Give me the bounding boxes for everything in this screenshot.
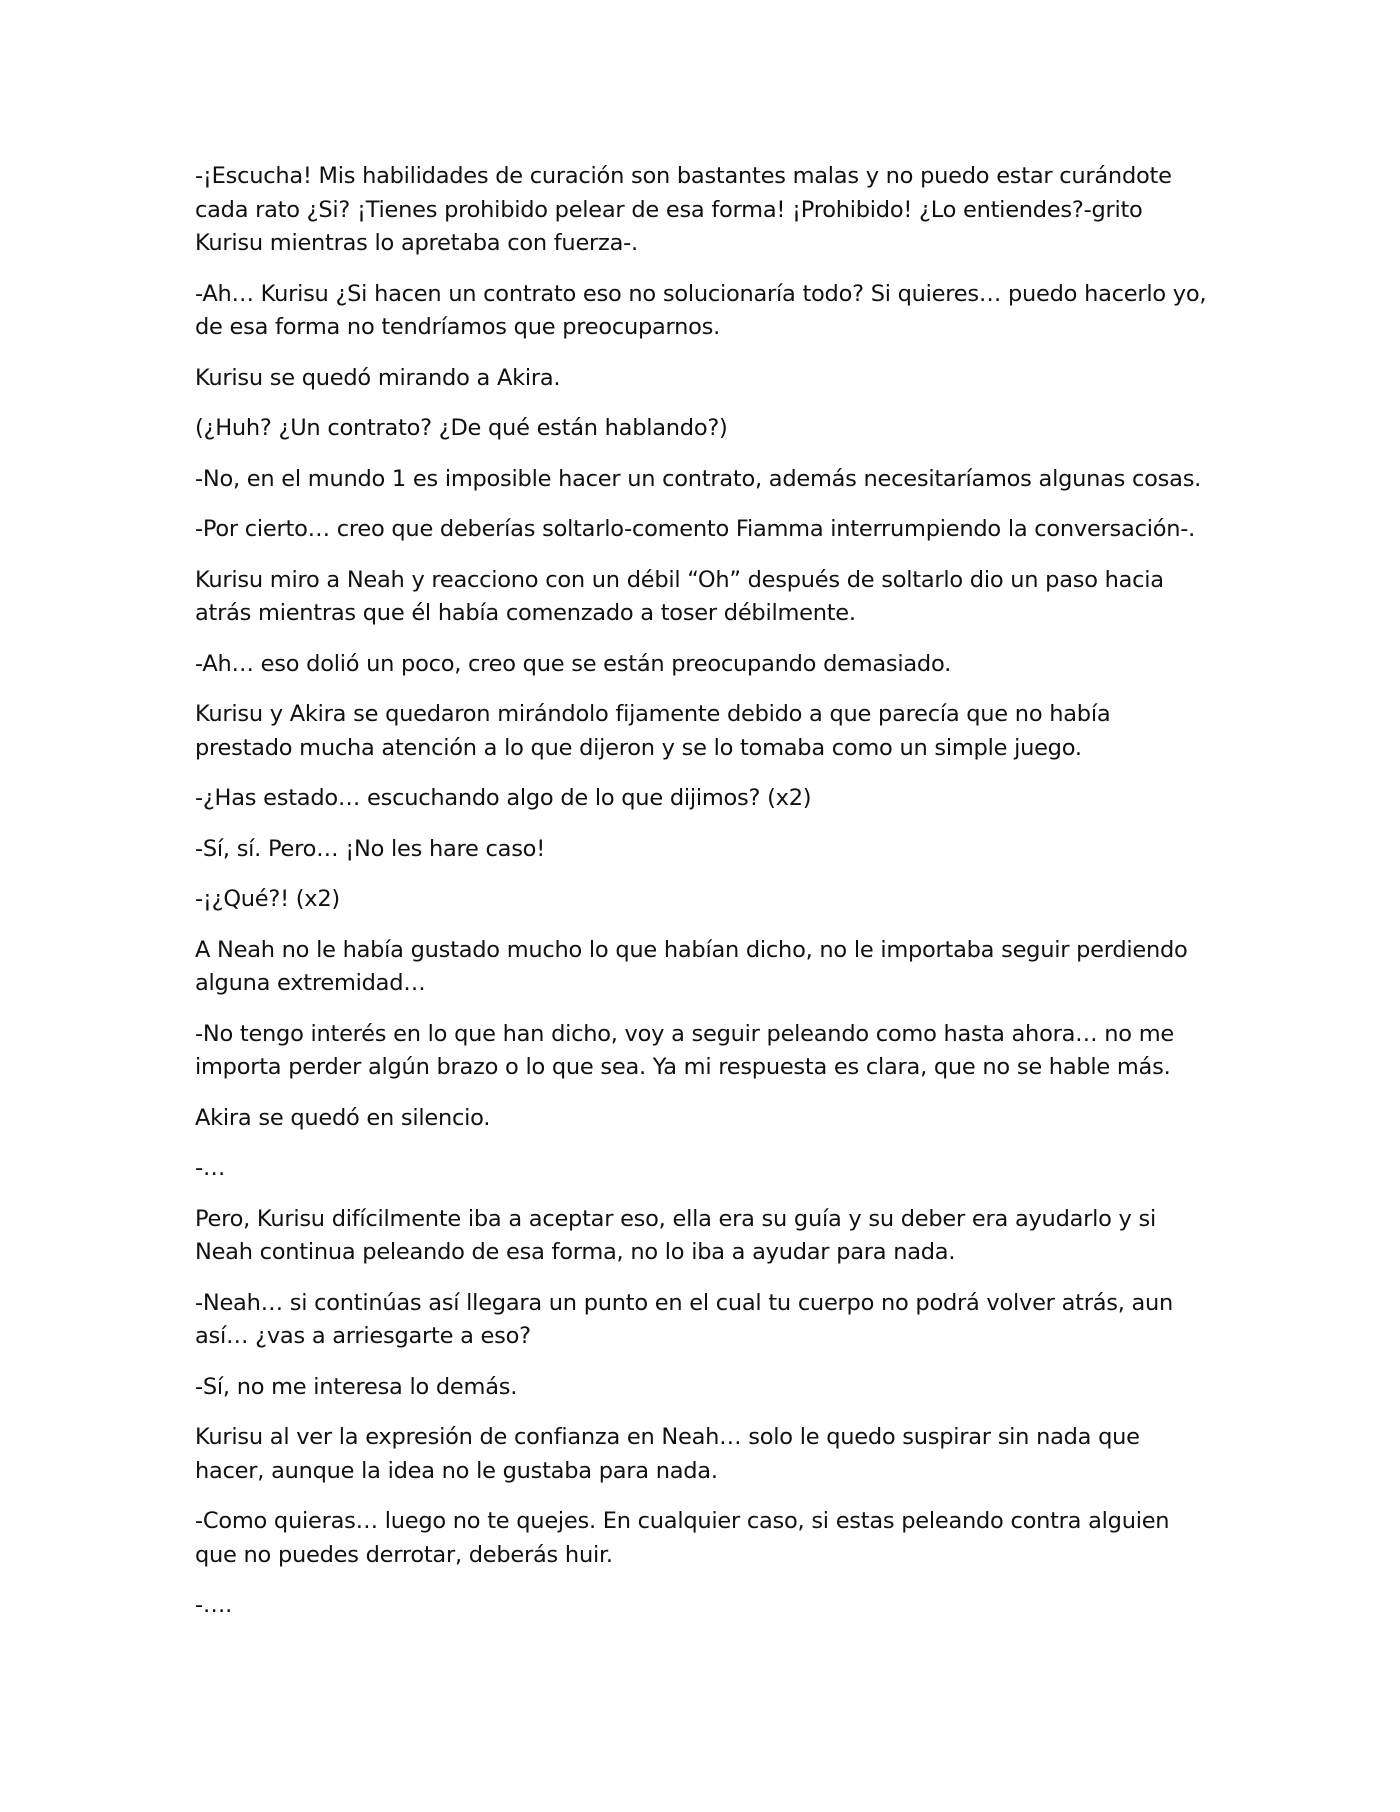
paragraph: -…	[195, 1155, 226, 1181]
paragraph: -Neah… si continúas así llegara un punto en el cual tu cuerpo no podrá volver atrás, aun así… ¿vas a arriesgarte a eso?	[195, 1289, 1174, 1349]
paragraph: -Como quieras… luego no te quejes. En cualquier caso, si estas peleando contra alguien que no puedes derrotar, deberás huir.	[195, 1508, 1170, 1568]
paragraph: -Ah… eso dolió un poco, creo que se están preocupando demasiado.	[195, 650, 951, 677]
document-body	[195, 160, 1210, 1640]
paragraph: -Sí, no me interesa lo demás.	[195, 1373, 518, 1400]
paragraph: Akira se quedó en silencio.	[195, 1104, 491, 1131]
paragraph: Kurisu al ver la expresión de confianza en Neah… solo le quedo suspirar sin nada que hacer, aunque la idea no le gustaba para nada.	[195, 1424, 1140, 1484]
paragraph: -¡¿Qué?! (x2)	[195, 886, 340, 912]
paragraph: (¿Huh? ¿Un contrato? ¿De qué están hablando?)	[195, 415, 728, 441]
paragraph: -¡Escucha! Mis habilidades de curación son bastantes malas y no puedo estar curándote cada rato ¿Si? ¡Tienes prohibido pelear de esa forma! ¡Prohibido! ¿Lo entiendes?-grito Kurisu mientras lo apretaba con fuerza-.	[195, 163, 1172, 256]
paragraph: -….	[195, 1592, 233, 1618]
paragraph: Kurisu se quedó mirando a Akira.	[195, 364, 561, 391]
paragraph: A Neah no le había gustado mucho lo que habían dicho, no le importaba seguir perdiendo alguna extremidad…	[195, 936, 1188, 996]
paragraph: -Ah… Kurisu ¿Si hacen un contrato eso no solucionaría todo? Si quieres… puedo hacerlo yo, de esa forma no tendríamos que preocuparnos.	[195, 280, 1207, 340]
paragraph: Pero, Kurisu difícilmente iba a aceptar eso, ella era su guía y su deber era ayudarlo y si Neah continua peleando de esa forma, no lo iba a ayudar para nada.	[195, 1205, 1156, 1265]
paragraph: Kurisu miro a Neah y reacciono con un débil “Oh” después de soltarlo dio un paso hacia atrás mientras que él había comenzado a toser débilmente.	[195, 566, 1164, 626]
paragraph: -No, en el mundo 1 es imposible hacer un contrato, además necesitaríamos algunas cosas.	[195, 465, 1202, 492]
paragraph: -¿Has estado… escuchando algo de lo que dijimos? (x2)	[195, 785, 812, 811]
paragraph: -No tengo interés en lo que han dicho, voy a seguir peleando como hasta ahora… no me importa perder algún brazo o lo que sea. Ya mi respuesta es clara, que no se hable más.	[195, 1020, 1174, 1080]
paragraph: -Por cierto… creo que deberías soltarlo-comento Fiamma interrumpiendo la conversación-.	[195, 516, 1195, 542]
paragraph: Kurisu y Akira se quedaron mirándolo fijamente debido a que parecía que no había prestado mucha atención a lo que dijeron y se lo tomaba como un simple juego.	[195, 701, 1111, 761]
paragraph: -Sí, sí. Pero… ¡No les hare caso!	[195, 835, 545, 862]
